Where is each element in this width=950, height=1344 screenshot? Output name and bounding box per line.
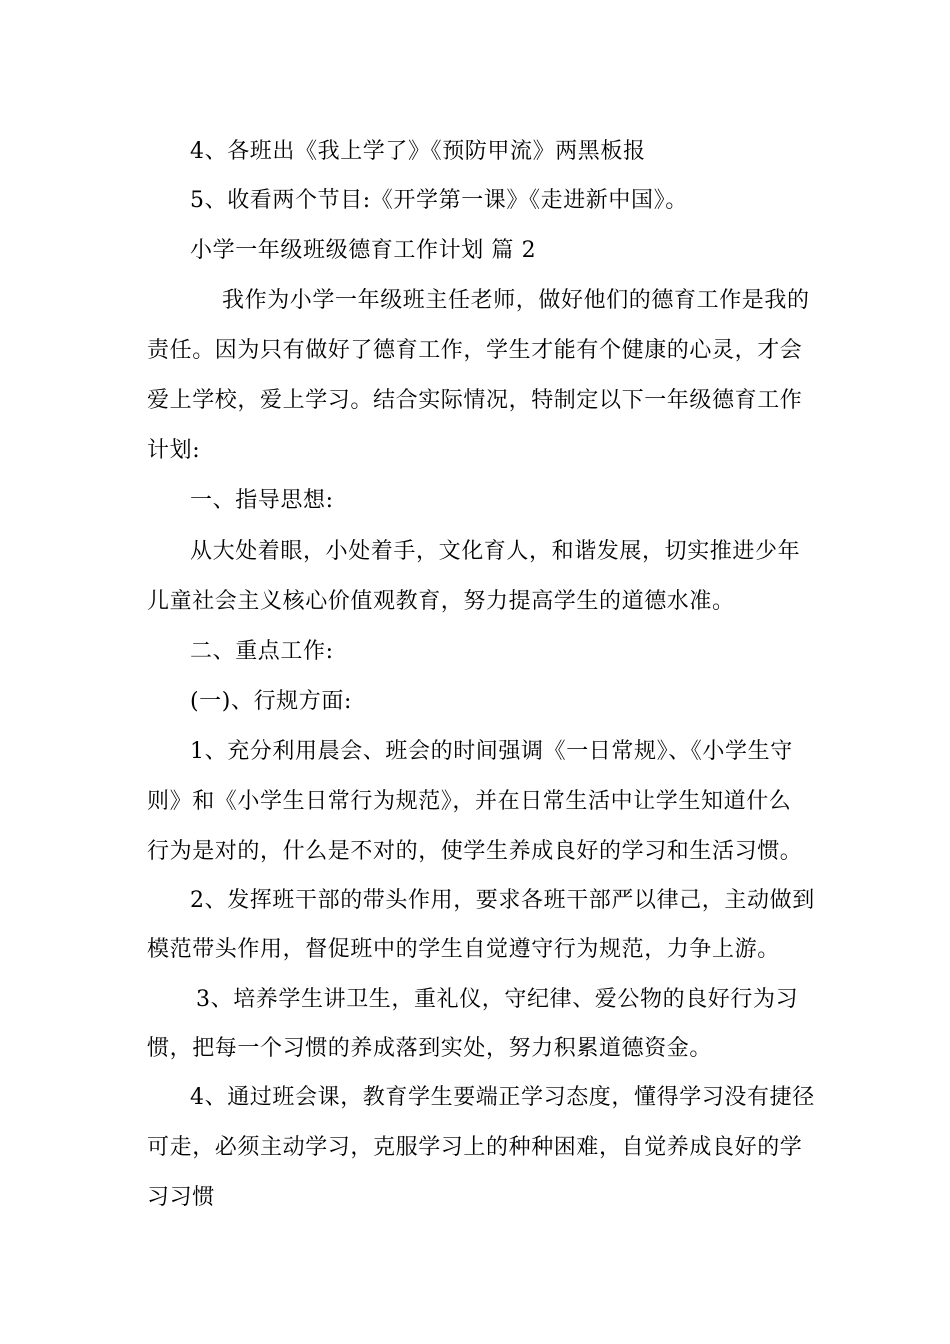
- text-line: 儿童社会主义核心价值观教育，努力提高学生的道德水准。: [147, 589, 735, 614]
- text-line: 则》和《小学生日常行为规范》，并在日常生活中让学生知道什么: [147, 789, 792, 814]
- text-line: 习习惯: [147, 1185, 215, 1210]
- text-line: 计划:: [147, 438, 201, 463]
- text-line: 惯，把每一个习惯的养成落到实处，努力积累道德资金。: [147, 1036, 713, 1061]
- text-line: 模范带头作用，督促班中的学生自觉遵守行为规范，力争上游。: [147, 937, 780, 962]
- subsection-heading: (一)、行规方面:: [190, 689, 352, 714]
- text-line: 5、收看两个节目:《开学第一课》《走进新中国》。: [190, 188, 688, 213]
- text-line: 从大处着眼，小处着手，文化育人，和谐发展，切实推进少年: [190, 539, 801, 564]
- text-line: 我作为小学一年级班主任老师，做好他们的德育工作是我的: [222, 288, 810, 313]
- text-line: 3、培养学生讲卫生，重礼仪，守纪律、爱公物的良好行为习: [196, 987, 799, 1012]
- text-line: 爱上学校，爱上学习。结合实际情况，特制定以下一年级德育工作: [147, 388, 803, 413]
- subsection-heading: 二、重点工作:: [190, 639, 334, 664]
- text-line: 4、通过班会课，教育学生要端正学习态度，懂得学习没有捷径: [190, 1085, 815, 1110]
- text-line: 可走，必须主动学习，克服学习上的种种困难，自觉养成良好的学: [147, 1135, 803, 1160]
- text-line: 责任。因为只有做好了德育工作，学生才能有个健康的心灵，才会: [147, 338, 803, 363]
- section-heading: 小学一年级班级德育工作计划 篇 2: [190, 238, 537, 263]
- subsection-heading: 一、指导思想:: [190, 488, 334, 513]
- text-line: 2、发挥班干部的带头作用，要求各班干部严以律己，主动做到: [190, 888, 815, 913]
- text-line: 行为是对的，什么是不对的，使学生养成良好的学习和生活习惯。: [147, 839, 803, 864]
- text-line: 1、充分利用晨会、班会的时间强调《一日常规》、《小学生守: [190, 739, 793, 764]
- text-line: 4、各班出《我上学了》《预防甲流》两黑板报: [190, 139, 646, 164]
